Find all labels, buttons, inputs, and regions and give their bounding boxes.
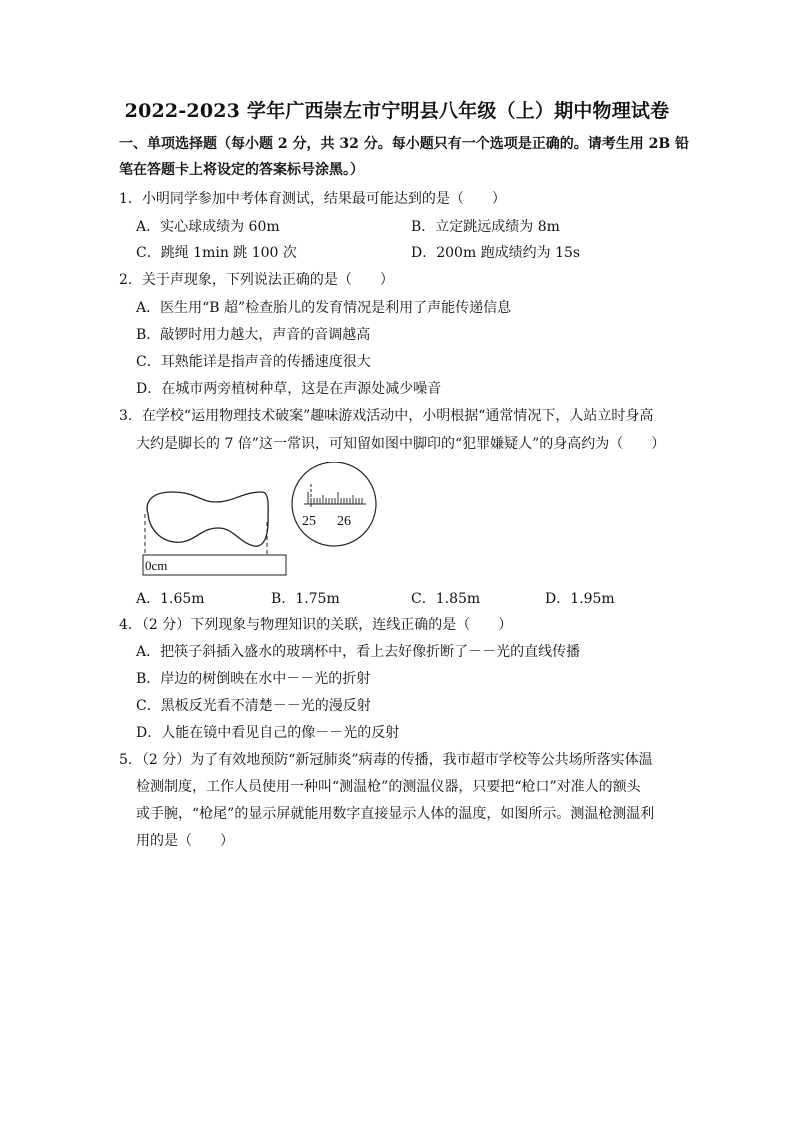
magnifier-label-25: 25 — [302, 514, 316, 529]
question-3-option-b: B．1.75m — [271, 591, 340, 607]
question-3-option-a: A．1.65m — [136, 591, 205, 607]
question-2-option-d: D．在城市两旁植树种草，这是在声源处减少噪音 — [136, 381, 442, 397]
question-4-option-c: C．黑板反光看不清楚－－光的漫反射 — [136, 698, 371, 714]
footprint-outline — [147, 492, 268, 546]
question-2-option-b: B．敲锣时用力越大，声音的音调越高 — [136, 327, 371, 343]
question-4-option-a: A．把筷子斜插入盛水的玻璃杯中，看上去好像折断了－－光的直线传播 — [136, 644, 581, 660]
question-1-option-d: D．200m 跑成绩约为 15s — [411, 245, 581, 261]
question-2-option-a: A．医生用“B 超”检查胎儿的发育情况是利用了声能传递信息 — [136, 300, 512, 316]
question-1-option-c: C．跳绳 1min 跳 100 次 — [136, 245, 297, 261]
question-3-stem-line-1: 3．在学校“运用物理技术破案”趣味游戏活动中，小明根据“通常情况下，人站立时身高 — [119, 408, 654, 424]
question-3-option-c: C．1.85m — [411, 591, 481, 607]
footprint-ruler-figure — [138, 462, 378, 582]
question-3-option-d: D．1.95m — [545, 591, 615, 607]
question-1-option-a: A．实心球成绩为 60m — [136, 219, 280, 235]
question-5-stem-line-3: 或手腕，“枪尾”的显示屏就能用数字直接显示人体的温度，如图所示。测温枪测温利 — [136, 806, 655, 822]
question-4-option-d: D．人能在镜中看见自己的像－－光的反射 — [136, 725, 400, 741]
question-5-stem-line-4: 用的是（ ） — [136, 833, 234, 849]
section-heading-line-2: 笔在答题卡上将设定的答案标号涂黑。） — [119, 162, 364, 178]
question-1-option-b: B．立定跳远成绩为 8m — [411, 219, 560, 235]
question-5-stem-line-1: 5．（2 分）为了有效地预防“新冠肺炎”病毒的传播，我市超市学校等公共场所落实体温 — [119, 752, 653, 768]
question-2-option-c: C．耳熟能详是指声音的传播速度很大 — [136, 354, 371, 370]
question-4-option-b: B．岸边的树倒映在水中－－光的折射 — [136, 671, 371, 687]
question-3-stem-line-2: 大约是脚长的 7 倍”这一常识，可知留如图中脚印的“犯罪嫌疑人”的身高约为（ ） — [136, 436, 666, 452]
magnifier-label-26: 26 — [337, 514, 351, 529]
question-4-stem: 4．（2 分）下列现象与物理知识的关联，连线正确的是（ ） — [119, 617, 513, 633]
question-2-stem: 2．关于声现象，下列说法正确的是（ ） — [119, 272, 394, 288]
ruler-zero-label: 0cm — [145, 558, 168, 573]
question-5-stem-line-2: 检测制度，工作人员使用一种叫“测温枪”的测温仪器，只要把“枪口”对准人的额头 — [136, 779, 641, 795]
section-heading-line-1: 一、单项选择题（每小题 2 分，共 32 分。每小题只有一个选项是正确的。请考生用 2B 铅 — [119, 136, 690, 152]
page-title: 2022-2023 学年广西崇左市宁明县八年级（上）期中物理试卷 — [124, 100, 670, 122]
question-1-stem: 1．小明同学参加中考体育测试，结果最可能达到的是（ ） — [119, 191, 506, 207]
